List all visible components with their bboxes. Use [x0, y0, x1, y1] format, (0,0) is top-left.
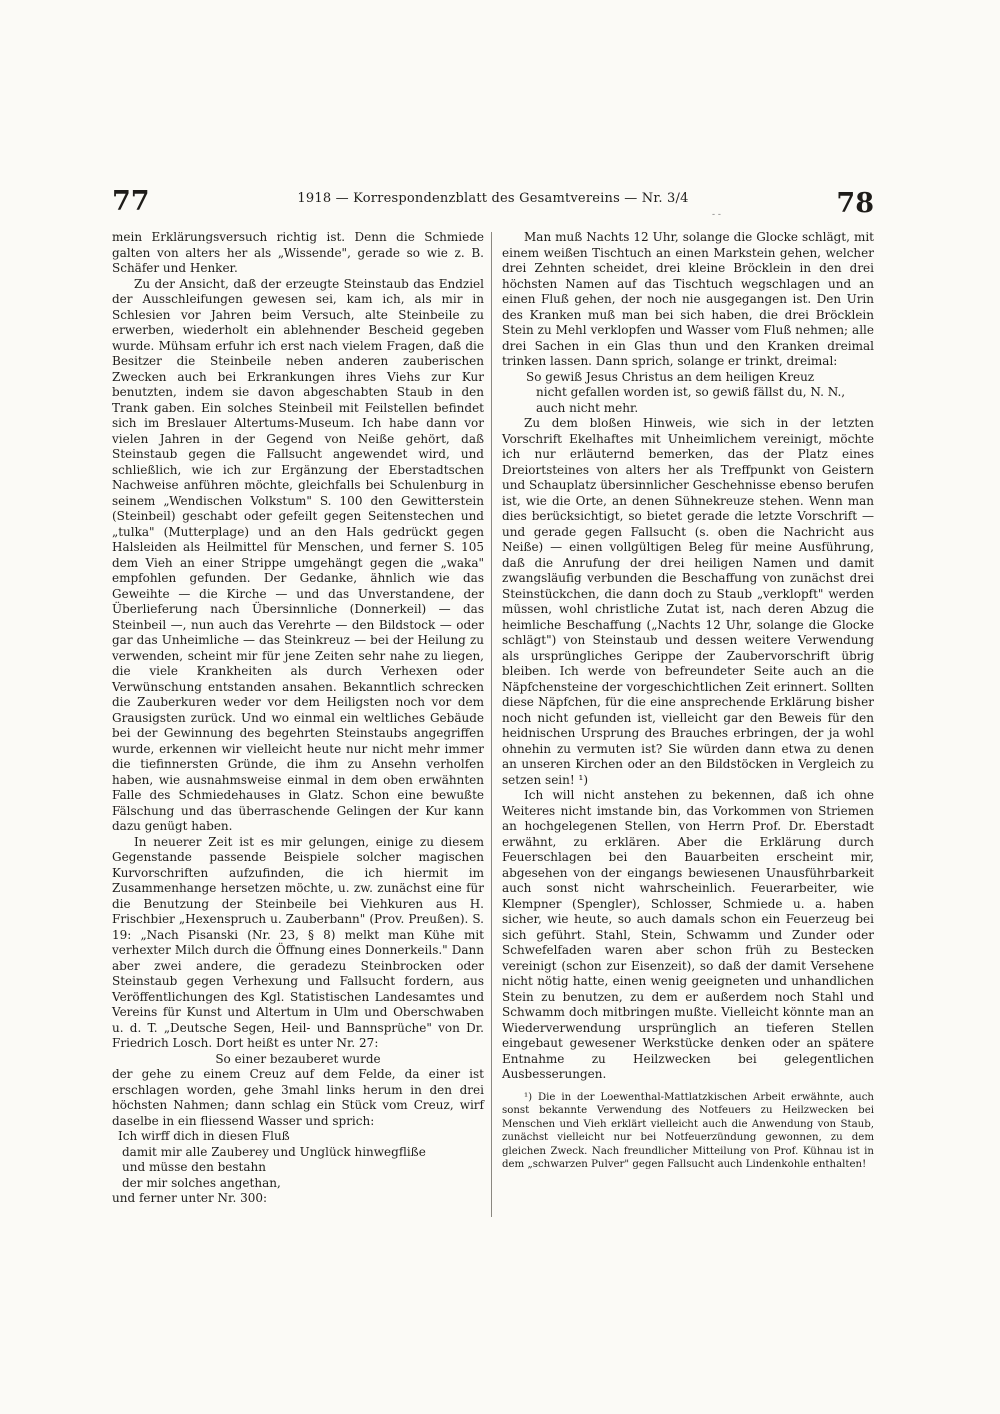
- quote-heading: So einer bezauberet wurde: [215, 1051, 381, 1066]
- paragraph: Zu der Ansicht, daß der erzeugte Steinstaub das Endziel der Ausschleifungen gewesen sei, kam ich, als mir in Schlesien vor Jahren beim Versuch, alte Steinbeile zu erwerben, wiederholt ein ablehnender Bescheid gegeben wurde. Mühsam erfuhr ich erst nach vielem Fragen, daß die Besitzer die Steinbeile neben anderen zauberischen Zwecken auch bei Erkrankungen ihres Viehs zur Kur benutzten, indem sie davon abgeschabten Staub in den Trank gaben. Ein solches Steinbeil mit Feilstellen befindet sich im Breslauer Altertums-Museum. Ich habe dann vor vielen Jahren in der Gegend von Neiße gehört, daß Steinstaub gegen die Fallsucht angewendet wird, und schließlich, wie ich zur Ergänzung der Eberstadtschen Nachweise anführen möchte, gleichfalls bei Schulenburg in seinem „Wendischen Volkstum" S. 100 den Gewitterstein (Steinbeil) geschabt oder gefeilt gegen Seitenstechen und „tulka" (Mutterplage) und an den Hals gedrückt gegen Halsleiden als Heilmittel für Menschen, und ferner S. 105 dem Vieh an einer Strippe umgehängt gegen die „waka" empfohlen gefunden. Der Gedanke, ähnlich wie das Geweihte — die Kirche — und das Unverstandene, der Überlieferung nach Übersinnliche (Donnerkeil) — das Steinbeil —, nun auch das Verehrte — den Bildstock — oder gar das Unheimliche — das Steinkreuz — bei der Heilung zu verwenden, scheint mir für jene Zeiten sehr nahe zu liegen, die viele Krankheiten als durch Verhexen oder Verwünschung entstanden ansahen. Bekanntlich schrecken die Zauberkuren weder vor dem Heiligsten noch vor dem Grausigsten zurück. Und wo einmal ein weltliches Gebäude bei der Gewinnung des begehrten Steinstaubs angegriffen wurde, erkennen wir vielleicht heute nur nicht mehr immer die tiefinnersten Gründe, die ihm zu Ansehn verholfen haben, wie ausnahmsweise einmal in dem oben erwähnten Falle des Schmiedehauses in Glatz. Schon eine bewußte Fälschung und das überraschende Gelingen der Kur kann dazu genügt haben.: [112, 276, 484, 833]
- paragraph: mein Erklärungsversuch richtig ist. Denn die Schmiede galten von alters her als „Wissende", gerade so wie z. B. Schäfer und Henker.: [112, 230, 484, 275]
- verse-block: [112, 1129, 484, 1191]
- right-page-number: 78: [836, 188, 874, 219]
- verse-line: Ich wirff dich in diesen Fluß: [118, 1129, 290, 1143]
- paragraph: Ich will nicht anstehen zu bekennen, daß ich ohne Weiteres nicht imstande bin, das Vorkommen von Striemen an hochgelegenen Stellen, von Herrn Prof. Dr. Eberstadt erwähnt, zu erklären. Aber die Erklärung durch Feuerschlagen bei den Bauarbeiten erscheint mir, abgesehen von der eingangs bewiesenen Unausführbarkeit auch sonst nicht wahrscheinlich. Feuerarbeiter, wie Klempner (Spengler), Schlosser, Schmiede u. a. haben sicher, wie heute, so auch damals schon ein Feuerzeug bei sich geführt. Stahl, Stein, Schwamm und Zunder oder Schwefelfaden waren aber schon früh zu Bestecken vereinigt (schon zur Eisenzeit), so daß der damit Versehene nicht nötig hatte, einen wenig geeigneten und unhandlichen Stein zu benutzen, zu dem er außerdem noch Stahl und Schwamm doch mitbringen mußte. Vielleicht könnte man an Wiederverwendung ursprünglich an tieferen Stellen eingebaut gewesener Werkstücke denken oder an spätere Entnahme zu Heilzwecken bei gelegentlichen Ausbesserungen.: [502, 788, 874, 1081]
- right-column: [502, 230, 874, 1172]
- verse-line: damit mir alle Zauberey und Unglück hinwegfliße: [122, 1144, 426, 1159]
- left-page-number: 77: [112, 186, 150, 217]
- paragraph: Zu dem bloßen Hinweis, wie sich in der letzten Vorschrift Ekelhaftes mit Unheimlichem vereinigt, möchte ich nur erläuternd bemerken, das der Platz eines Dreiortsteines von alters her als Treffpunkt von Geistern und Schauplatz übersinnlicher Geschehnisse ebenso berufen ist, wie die Orte, an denen Sühnekreuze stehen. Wenn man dies berücksichtigt, so bietet gerade die letzte Vorschrift — und gerade gegen Fallsucht (s. oben die Nachricht aus Neiße) — einen vollgültigen Beleg für meine Ausführung, daß die Anrufung der drei heiligen Namen und damit zwangsläufig verbunden die Beschaffung von zunächst drei Steinstückchen, die dann doch zu Staub „verklopft" werden müssen, wohl christliche Zutat ist, nach deren Abzug die heimliche Beschaffung („Nachts 12 Uhr, solange die Glocke schlägt") von Steinstaub und dessen weitere Verwendung als ursprüngliches Gerippe der Zaubervorschrift übrig bleiben. Ich werde von befreundeter Seite auch an die Näpfchensteine der vorgeschichtlichen Zeit erinnert. Sollten diese Näpfchen, für die eine ansprechende Erklärung bisher noch nicht gefunden ist, vielleicht gar den Beweis für den heidnischen Ursprung des Brauches erbringen, der ja wohl ohnehin zu vermuten ist? Sie würden dann etwa zu denen an unseren Kirchen oder an den Bildstöcken in Vergleich zu setzen sein! ¹): [502, 416, 874, 787]
- header-dashes: - -: [712, 210, 721, 220]
- verse-line: So gewiß Jesus Christus an dem heiligen Kreuz: [526, 369, 815, 384]
- verse-line: nicht gefallen worden ist, so gewiß fällst du, N. N.,: [536, 385, 846, 399]
- paragraph: Man muß Nachts 12 Uhr, solange die Glocke schlägt, mit einem weißen Tischtuch an einen Markstein gehen, welcher drei Zehnten scheidet, drei kleine Bröcklein in den drei höchsten Namen auf das Tischtuch wegschlagen und an einen Fluß gehen, der noch nie ausgegangen ist. Den Urin des Kranken muß man bei sich haben, die drei Bröcklein Stein zu Mehl verklopfen und Wasser vom Fluß nehmen; alle drei Sachen in ein Glas thun und den Kranken dreimal trinken lassen. Dann sprich, solange er trinkt, dreimal:: [502, 230, 874, 368]
- verse-line: auch nicht mehr.: [536, 400, 639, 415]
- paragraph: der gehe zu einem Creuz auf dem Felde, da einer ist erschlagen worden, gehe 3mahl links herum in den drei höchsten Nahmen; dann schlag ein Stück vom Creuz, wirf daselbe in ein fliessend Wasser und sprich:: [112, 1067, 484, 1128]
- verse-line: und müsse den bestahn: [122, 1160, 266, 1174]
- column-rule: [491, 232, 492, 1217]
- verse-line: der mir solches angethan,: [122, 1175, 281, 1190]
- running-head: 1918 — Korrespondenzblatt des Gesamtvereins — Nr. 3/4: [297, 191, 689, 206]
- paragraph: und ferner unter Nr. 300:: [112, 1191, 268, 1205]
- left-column: [112, 230, 484, 1207]
- paragraph: In neuerer Zeit ist es mir gelungen, einige zu diesem Gegenstande passende Beispiele solcher magischen Kurvorschriften aufzufinden, die ich hiermit im Zusammenhange hersetzen möchte, u. zw. zunächst eine für die Benutzung der Steinbeile bei Viehkuren aus H. Frischbier „Hexenspruch u. Zauberbann" (Prov. Preußen). S. 19: „Nach Pisanski (Nr. 23, § 8) melkt man Kühe mit verhexter Milch durch die Öffnung eines Donnerkeils." Dann aber zwei andere, die geradezu Steinbrocken oder Steinstaub gegen Verhexung und Fallsucht fordern, aus Veröffentlichungen des Kgl. Statistischen Landesamtes und Vereins für Kunst und Altertum in Ulm und Oberschwaben u. d. T. „Deutsche Segen, Heil- und Bannsprüche" von Dr. Friedrich Losch. Dort heißt es unter Nr. 27:: [112, 834, 484, 1050]
- verse-block: [502, 370, 874, 417]
- page-header: [112, 186, 874, 222]
- footnote: ¹) Die in der Loewenthal-Mattlatzkischen Arbeit erwähnte, auch sonst bekannte Verwendung des Notfeuers zu Heilzwecken bei Menschen und Vieh erklärt vielleicht auch die Anwendung von Staub, zunächst vielleicht nur bei Notfeuerzündung gewonnen, zu dem gleichen Zweck. Nach freundlicher Mitteilung von Prof. Kühnau ist in dem „schwarzen Pulver" gegen Fallsucht auch Lindenkohle enthalten!: [502, 1091, 874, 1171]
